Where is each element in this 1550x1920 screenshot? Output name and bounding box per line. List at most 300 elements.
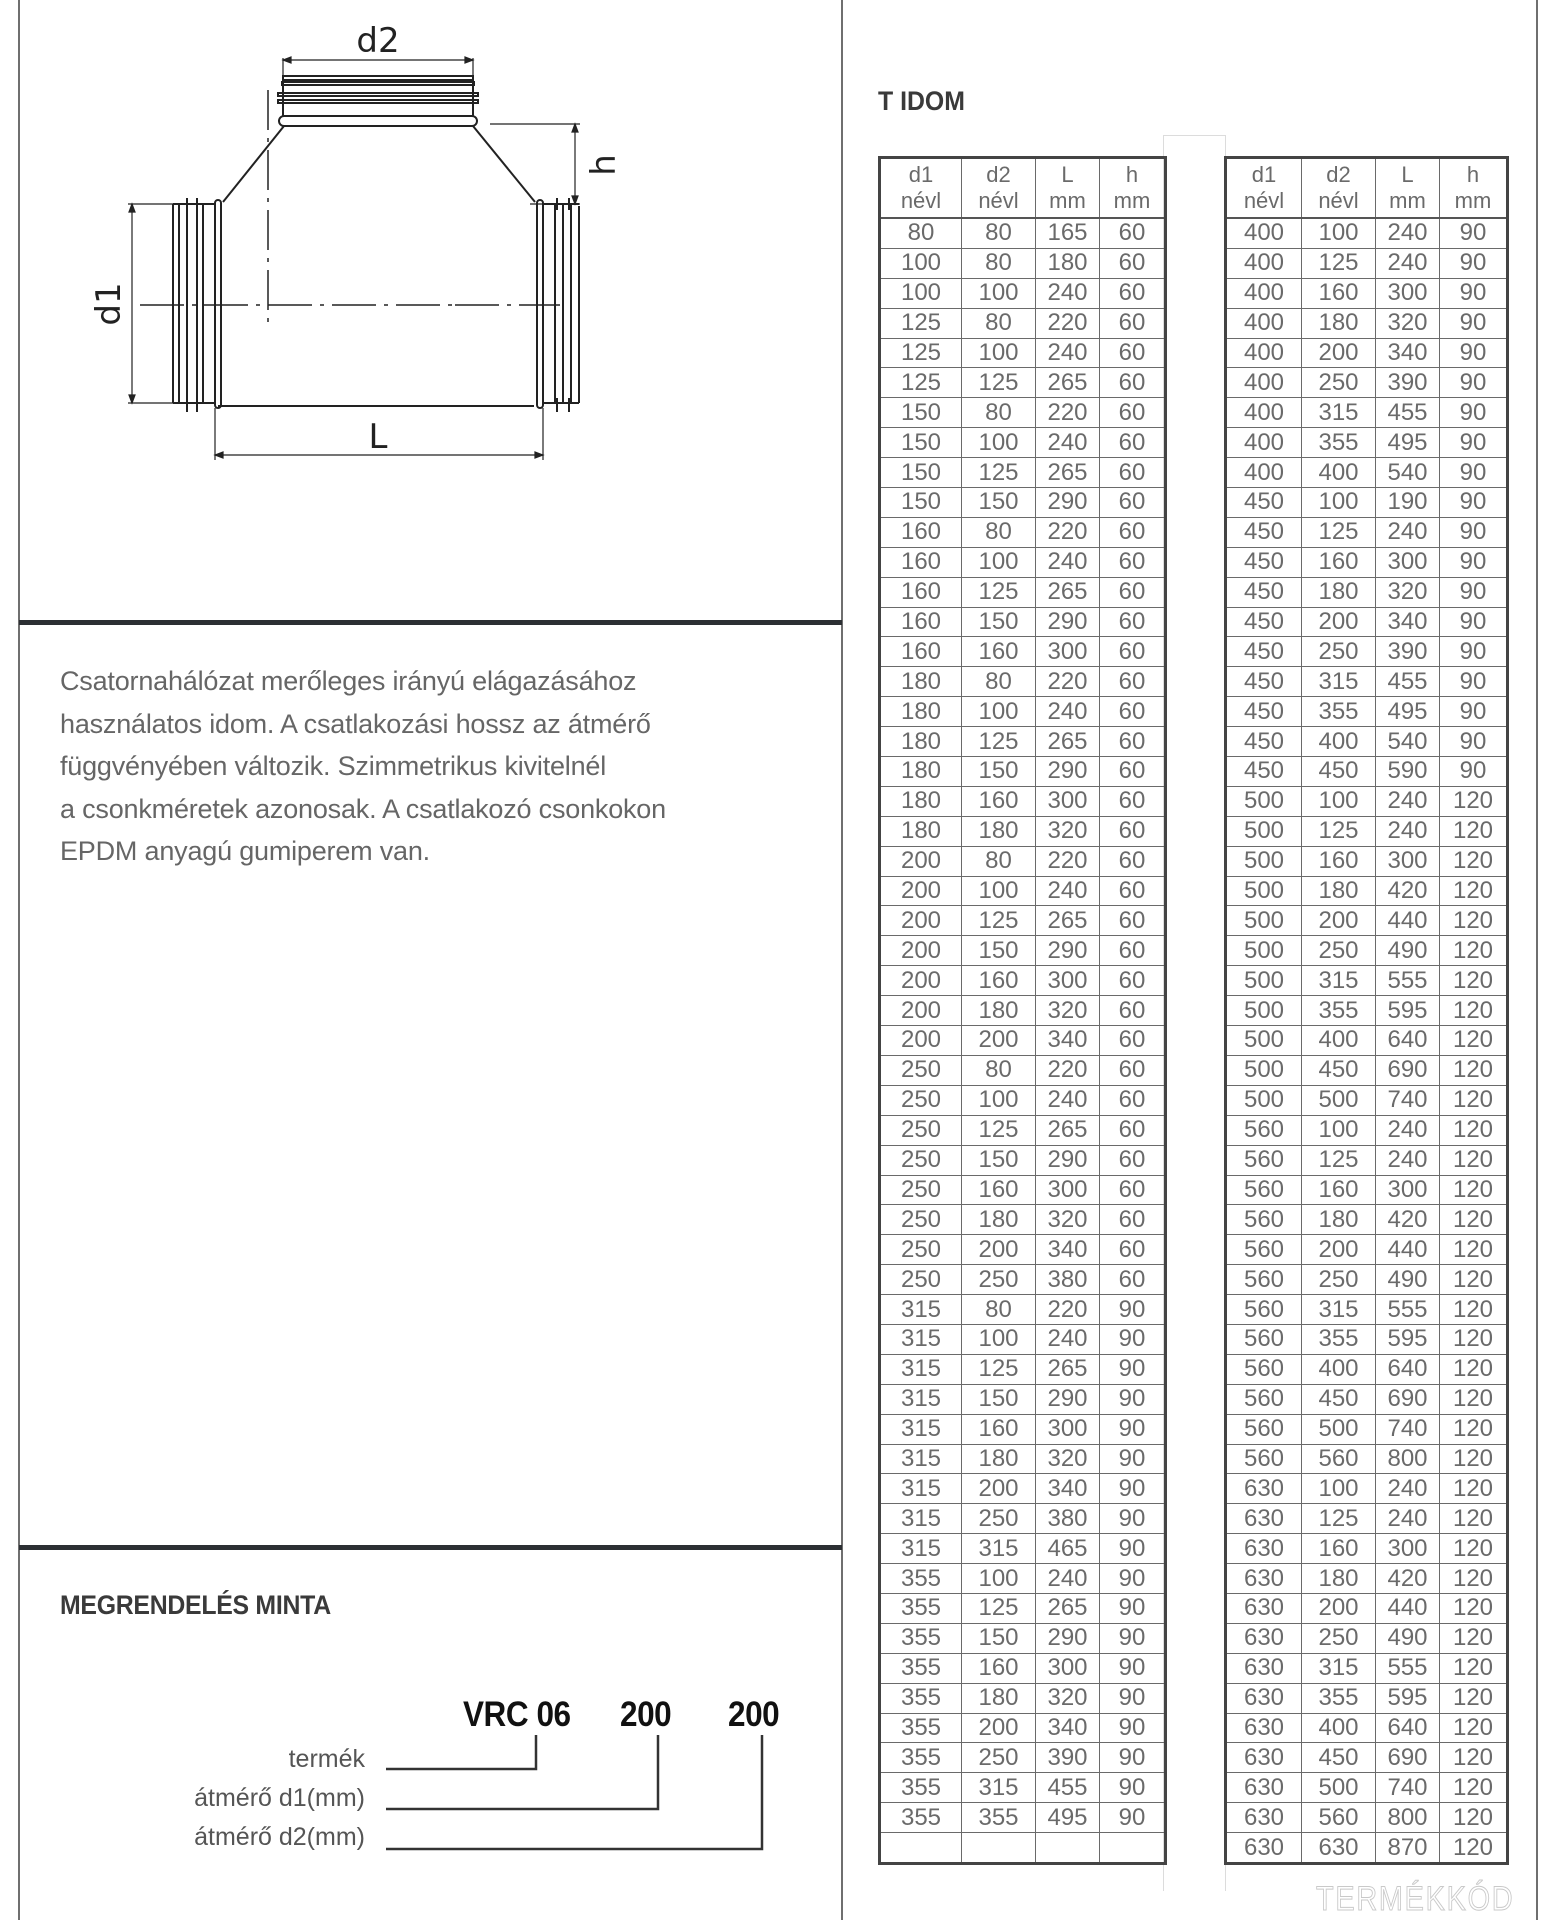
cell-d2: 200 xyxy=(962,1026,1036,1056)
cell-h: 60 xyxy=(1100,278,1166,308)
table-row xyxy=(1226,1026,1508,1056)
cell-l: 320 xyxy=(1376,308,1440,338)
cell-l: 495 xyxy=(1376,428,1440,458)
table-row xyxy=(1226,1653,1508,1683)
dimension-table-left xyxy=(878,156,1167,1865)
table-row xyxy=(1226,996,1508,1026)
cell-l: 240 xyxy=(1376,1145,1440,1175)
cell-d2: 315 xyxy=(1302,966,1376,996)
table-row xyxy=(880,637,1166,667)
cell-d1: 250 xyxy=(880,1145,962,1175)
cell-d2: 125 xyxy=(1302,1504,1376,1534)
cell-l: 390 xyxy=(1376,368,1440,398)
cell-l: 595 xyxy=(1376,1683,1440,1713)
cell-l: 220 xyxy=(1036,1295,1100,1325)
cell-d1: 200 xyxy=(880,906,962,936)
table-row xyxy=(880,1205,1166,1235)
table-row xyxy=(880,368,1166,398)
cell-h: 120 xyxy=(1440,1474,1508,1504)
cell-l: 340 xyxy=(1376,338,1440,368)
cell-d2: 150 xyxy=(962,936,1036,966)
t-fitting-drawing xyxy=(60,20,800,580)
cell-d1: 450 xyxy=(1226,577,1302,607)
table-row xyxy=(880,517,1166,547)
table-row xyxy=(880,1504,1166,1534)
cell-l: 440 xyxy=(1376,1593,1440,1623)
table-row xyxy=(1226,1354,1508,1384)
cell-l: 740 xyxy=(1376,1085,1440,1115)
table-row xyxy=(1226,966,1508,996)
description-line: EPDM anyagú gumiperem van. xyxy=(60,836,430,866)
top-collar-ring xyxy=(278,93,478,96)
table-row xyxy=(1226,398,1508,428)
cell-h: 90 xyxy=(1100,1683,1166,1713)
cell-d2: 100 xyxy=(962,547,1036,577)
cell-d1: 150 xyxy=(880,428,962,458)
cell-d2: 200 xyxy=(962,1235,1036,1265)
cell-d2: 180 xyxy=(962,816,1036,846)
cell-d2: 80 xyxy=(962,398,1036,428)
cell-d1: 500 xyxy=(1226,816,1302,846)
cell-d2: 160 xyxy=(962,1414,1036,1444)
cell-d2: 150 xyxy=(962,488,1036,518)
cell-h: 120 xyxy=(1440,996,1508,1026)
cell-d2: 315 xyxy=(1302,667,1376,697)
code-d1: 200 xyxy=(620,1695,672,1734)
cell-d2: 200 xyxy=(962,1713,1036,1743)
cell-d2: 160 xyxy=(962,637,1036,667)
cell-l: 380 xyxy=(1036,1504,1100,1534)
cell-d1: 200 xyxy=(880,996,962,1026)
cell-h: 60 xyxy=(1100,218,1166,248)
cell-l: 320 xyxy=(1036,1444,1100,1474)
cell-l: 740 xyxy=(1376,1414,1440,1444)
top-collar-ring xyxy=(283,76,473,80)
cell-l: 265 xyxy=(1036,1354,1100,1384)
cell-d1: 250 xyxy=(880,1265,962,1295)
cell-d1 xyxy=(880,1833,962,1864)
table-row xyxy=(880,1265,1166,1295)
cell-h: 60 xyxy=(1100,338,1166,368)
cell-h: 120 xyxy=(1440,1055,1508,1085)
cell-d1: 450 xyxy=(1226,517,1302,547)
cell-h: 120 xyxy=(1440,906,1508,936)
cell-l: 555 xyxy=(1376,966,1440,996)
cell-d2: 160 xyxy=(1302,846,1376,876)
table-row xyxy=(1226,428,1508,458)
cell-d1: 160 xyxy=(880,517,962,547)
cell-l: 640 xyxy=(1376,1713,1440,1743)
table-row xyxy=(880,1384,1166,1414)
description-line: Csatornahálózat merőleges irányú elágazásához xyxy=(60,666,637,696)
cell-d2: 160 xyxy=(962,1175,1036,1205)
table-row xyxy=(1226,1205,1508,1235)
table-row xyxy=(880,816,1166,846)
table-row xyxy=(880,1175,1166,1205)
cell-d1: 180 xyxy=(880,816,962,846)
cell-h: 120 xyxy=(1440,1444,1508,1474)
cell-d1: 400 xyxy=(1226,278,1302,308)
cell-h: 90 xyxy=(1100,1354,1166,1384)
cell-d1: 80 xyxy=(880,218,962,248)
cell-h: 120 xyxy=(1440,1833,1508,1864)
cell-d2: 100 xyxy=(962,428,1036,458)
cell-d1: 500 xyxy=(1226,1055,1302,1085)
table-row xyxy=(1226,1833,1508,1864)
table-row xyxy=(1226,846,1508,876)
cell-h: 120 xyxy=(1440,1653,1508,1683)
cell-h: 120 xyxy=(1440,846,1508,876)
table-row xyxy=(1226,1414,1508,1444)
cell-d2: 80 xyxy=(962,667,1036,697)
cell-l: 240 xyxy=(1036,1564,1100,1594)
cell-d1: 500 xyxy=(1226,936,1302,966)
cell-l: 390 xyxy=(1376,637,1440,667)
cell-d1: 450 xyxy=(1226,488,1302,518)
cell-d1: 315 xyxy=(880,1295,962,1325)
table-row xyxy=(1226,1534,1508,1564)
cell-h: 90 xyxy=(1100,1324,1166,1354)
cell-h: 60 xyxy=(1100,1085,1166,1115)
cell-d2: 125 xyxy=(1302,517,1376,547)
cell-l: 300 xyxy=(1036,1175,1100,1205)
cell-d1: 200 xyxy=(880,846,962,876)
cell-h: 60 xyxy=(1100,1145,1166,1175)
cell-h: 90 xyxy=(1100,1773,1166,1803)
cell-d1: 630 xyxy=(1226,1534,1302,1564)
cell-l: 240 xyxy=(1376,1474,1440,1504)
cell-l: 300 xyxy=(1036,786,1100,816)
cell-d2: 315 xyxy=(1302,1653,1376,1683)
table-row xyxy=(1226,1623,1508,1653)
cell-h: 90 xyxy=(1100,1623,1166,1653)
cell-h: 90 xyxy=(1100,1653,1166,1683)
cell-l: 290 xyxy=(1036,607,1100,637)
cell-d2: 450 xyxy=(1302,757,1376,787)
table-row xyxy=(880,1295,1166,1325)
cell-h: 120 xyxy=(1440,816,1508,846)
cell-d2: 200 xyxy=(1302,906,1376,936)
table-row xyxy=(1226,936,1508,966)
cell-d1: 250 xyxy=(880,1235,962,1265)
cell-d1: 560 xyxy=(1226,1414,1302,1444)
cell-l: 240 xyxy=(1036,876,1100,906)
table-row xyxy=(880,248,1166,278)
cell-l: 800 xyxy=(1376,1803,1440,1833)
cell-d2: 200 xyxy=(1302,1593,1376,1623)
table-row xyxy=(1226,1683,1508,1713)
d2-label: d2 xyxy=(356,21,400,61)
cell-d1: 560 xyxy=(1226,1205,1302,1235)
cell-d2: 500 xyxy=(1302,1085,1376,1115)
table-row xyxy=(1226,757,1508,787)
cell-d1: 150 xyxy=(880,398,962,428)
table-row xyxy=(880,1593,1166,1623)
cell-d1: 180 xyxy=(880,757,962,787)
cell-d2: 250 xyxy=(962,1504,1036,1534)
cell-d1: 100 xyxy=(880,248,962,278)
cell-h: 60 xyxy=(1100,248,1166,278)
cell-d2: 180 xyxy=(1302,1564,1376,1594)
description-line: használatos idom. A csatlakozási hossz az átmérő xyxy=(60,708,651,739)
label-product: termék xyxy=(288,1745,365,1773)
cell-h: 90 xyxy=(1440,607,1508,637)
table-row xyxy=(880,577,1166,607)
cell-d1: 630 xyxy=(1226,1833,1302,1864)
cell-d2: 80 xyxy=(962,218,1036,248)
cell-l: 290 xyxy=(1036,757,1100,787)
cell-d1: 400 xyxy=(1226,248,1302,278)
table-row xyxy=(880,1683,1166,1713)
cell-d1: 630 xyxy=(1226,1474,1302,1504)
h-label: h xyxy=(584,154,624,176)
cell-d1: 400 xyxy=(1226,338,1302,368)
cell-l: 290 xyxy=(1036,1384,1100,1414)
cell-h: 120 xyxy=(1440,1026,1508,1056)
top-collar-bead xyxy=(279,116,477,126)
leader-product xyxy=(386,1735,536,1769)
table-row xyxy=(1226,1384,1508,1414)
cell-l: 220 xyxy=(1036,667,1100,697)
table-row xyxy=(880,488,1166,518)
cell-d2: 125 xyxy=(1302,816,1376,846)
table-row xyxy=(1226,368,1508,398)
cell-l: 220 xyxy=(1036,846,1100,876)
cell-d1: 250 xyxy=(880,1205,962,1235)
cell-d1: 150 xyxy=(880,458,962,488)
table-row xyxy=(880,1833,1166,1864)
cell-h: 60 xyxy=(1100,458,1166,488)
table-gap xyxy=(1163,135,1226,1891)
cell-l: 240 xyxy=(1036,547,1100,577)
cell-d2: 125 xyxy=(1302,248,1376,278)
d1-extension-lines xyxy=(128,204,173,403)
cell-d1: 500 xyxy=(1226,996,1302,1026)
cell-d1: 630 xyxy=(1226,1593,1302,1623)
table-row xyxy=(880,876,1166,906)
cell-d2: 200 xyxy=(1302,1235,1376,1265)
cell-d1: 500 xyxy=(1226,846,1302,876)
cell-d1: 125 xyxy=(880,338,962,368)
cell-d1: 315 xyxy=(880,1324,962,1354)
cell-d2: 315 xyxy=(962,1534,1036,1564)
cell-h: 90 xyxy=(1440,667,1508,697)
cell-l: 380 xyxy=(1036,1265,1100,1295)
cell-l: 240 xyxy=(1376,218,1440,248)
cell-d2: 355 xyxy=(1302,428,1376,458)
cell-h: 90 xyxy=(1100,1593,1166,1623)
cell-d1: 450 xyxy=(1226,547,1302,577)
order-example-title: MEGRENDELÉS MINTA xyxy=(60,1590,331,1620)
table-row xyxy=(1226,1474,1508,1504)
table-row xyxy=(1226,1085,1508,1115)
table-row xyxy=(880,1773,1166,1803)
cell-d1: 450 xyxy=(1226,697,1302,727)
dimension-table-right xyxy=(1224,156,1509,1865)
cell-d2: 160 xyxy=(962,786,1036,816)
cell-d2: 400 xyxy=(1302,1713,1376,1743)
cell-l: 300 xyxy=(1376,1534,1440,1564)
cell-d1: 355 xyxy=(880,1683,962,1713)
table-row xyxy=(880,1713,1166,1743)
cell-d2: 160 xyxy=(962,966,1036,996)
cell-d2: 200 xyxy=(962,1474,1036,1504)
cell-d2: 80 xyxy=(962,248,1036,278)
cell-h: 90 xyxy=(1100,1743,1166,1773)
table-row xyxy=(880,1743,1166,1773)
cell-d2: 100 xyxy=(962,697,1036,727)
cell-l: 455 xyxy=(1376,398,1440,428)
cell-d2: 100 xyxy=(1302,1115,1376,1145)
cell-l: 495 xyxy=(1376,697,1440,727)
cell-d2: 250 xyxy=(1302,368,1376,398)
cell-h: 120 xyxy=(1440,966,1508,996)
cell-d2: 200 xyxy=(1302,607,1376,637)
table-row xyxy=(1226,1055,1508,1085)
cell-d2: 400 xyxy=(1302,727,1376,757)
header-d1: d1 névl xyxy=(1226,158,1302,219)
cell-d1: 500 xyxy=(1226,966,1302,996)
leader-d1 xyxy=(386,1735,658,1809)
table-row xyxy=(1226,1593,1508,1623)
cell-d1: 630 xyxy=(1226,1773,1302,1803)
cell-l: 240 xyxy=(1036,697,1100,727)
cell-h: 120 xyxy=(1440,1683,1508,1713)
cell-h: 60 xyxy=(1100,1205,1166,1235)
table-row xyxy=(1226,667,1508,697)
table-row xyxy=(1226,1295,1508,1325)
cell-l: 240 xyxy=(1036,1085,1100,1115)
cell-h: 120 xyxy=(1440,936,1508,966)
cell-h: 90 xyxy=(1100,1534,1166,1564)
cell-h: 90 xyxy=(1100,1803,1166,1833)
cell-h: 90 xyxy=(1100,1384,1166,1414)
cell-h: 60 xyxy=(1100,786,1166,816)
cell-d2: 200 xyxy=(1302,338,1376,368)
cell-d1: 630 xyxy=(1226,1803,1302,1833)
cell-d1: 355 xyxy=(880,1623,962,1653)
cell-d2: 180 xyxy=(1302,876,1376,906)
cell-h: 120 xyxy=(1440,1534,1508,1564)
table-row xyxy=(1226,488,1508,518)
cone-left-edge xyxy=(223,126,284,202)
table-row xyxy=(1226,786,1508,816)
cell-h: 90 xyxy=(1440,278,1508,308)
cell-d1: 560 xyxy=(1226,1115,1302,1145)
cell-d2: 180 xyxy=(1302,1205,1376,1235)
cell-h: 90 xyxy=(1440,368,1508,398)
cell-d2: 180 xyxy=(962,1444,1036,1474)
table-row xyxy=(1226,458,1508,488)
cell-d1: 180 xyxy=(880,786,962,816)
cell-l: 220 xyxy=(1036,398,1100,428)
cell-d2: 125 xyxy=(1302,1145,1376,1175)
table-row xyxy=(1226,1175,1508,1205)
cell-d2: 100 xyxy=(962,338,1036,368)
cell-l: 300 xyxy=(1036,1653,1100,1683)
cell-h: 90 xyxy=(1100,1713,1166,1743)
cell-d1: 560 xyxy=(1226,1354,1302,1384)
left-stub-bead xyxy=(215,200,221,408)
cell-d2: 180 xyxy=(962,1205,1036,1235)
cell-h: 120 xyxy=(1440,1803,1508,1833)
cell-l: 420 xyxy=(1376,1564,1440,1594)
cell-h: 60 xyxy=(1100,1265,1166,1295)
cell-d1: 560 xyxy=(1226,1324,1302,1354)
cell-h: 60 xyxy=(1100,816,1166,846)
cell-l: 300 xyxy=(1376,846,1440,876)
cell-d1: 160 xyxy=(880,577,962,607)
header-h: h mm xyxy=(1100,158,1166,219)
table-row xyxy=(880,218,1166,248)
cell-h: 120 xyxy=(1440,1085,1508,1115)
cell-d2: 125 xyxy=(962,1593,1036,1623)
cell-d1: 125 xyxy=(880,368,962,398)
table-row xyxy=(880,906,1166,936)
cell-d1: 355 xyxy=(880,1773,962,1803)
cell-d2: 400 xyxy=(1302,1026,1376,1056)
cell-d1: 500 xyxy=(1226,786,1302,816)
table-row xyxy=(880,757,1166,787)
cell-h: 60 xyxy=(1100,607,1166,637)
cell-l: 590 xyxy=(1376,757,1440,787)
section-divider-bottom xyxy=(19,1545,842,1550)
cell-h: 120 xyxy=(1440,1414,1508,1444)
table-row xyxy=(1226,1145,1508,1175)
cell-d1: 150 xyxy=(880,488,962,518)
table-row xyxy=(1226,338,1508,368)
cell-d2: 180 xyxy=(962,1683,1036,1713)
table-row xyxy=(880,1564,1166,1594)
cell-d2: 100 xyxy=(1302,488,1376,518)
cell-d1: 630 xyxy=(1226,1653,1302,1683)
table-row xyxy=(1226,1803,1508,1833)
cell-l: 240 xyxy=(1036,1324,1100,1354)
cell-d2: 560 xyxy=(1302,1803,1376,1833)
cell-l: 240 xyxy=(1376,1115,1440,1145)
cell-l: 240 xyxy=(1036,428,1100,458)
cell-h: 90 xyxy=(1440,697,1508,727)
cell-d1: 560 xyxy=(1226,1145,1302,1175)
cell-d1: 400 xyxy=(1226,218,1302,248)
cell-d1: 315 xyxy=(880,1504,962,1534)
top-collar-ring xyxy=(278,100,478,103)
cell-h: 60 xyxy=(1100,1026,1166,1056)
section-divider-top xyxy=(19,620,842,625)
cell-l: 540 xyxy=(1376,727,1440,757)
cell-d2: 125 xyxy=(962,906,1036,936)
cell-l: 300 xyxy=(1036,1414,1100,1444)
cell-l: 290 xyxy=(1036,1623,1100,1653)
code-product: VRC 06 xyxy=(463,1695,571,1734)
cell-l: 540 xyxy=(1376,458,1440,488)
cell-d2: 150 xyxy=(962,607,1036,637)
cell-h: 90 xyxy=(1100,1295,1166,1325)
cell-l: 440 xyxy=(1376,906,1440,936)
cell-d2: 250 xyxy=(1302,1265,1376,1295)
cell-d1: 315 xyxy=(880,1384,962,1414)
table-row xyxy=(1226,308,1508,338)
table-row xyxy=(1226,816,1508,846)
table-row xyxy=(880,1055,1166,1085)
table-row xyxy=(880,398,1166,428)
table-row xyxy=(1226,547,1508,577)
cell-h: 120 xyxy=(1440,1593,1508,1623)
cell-d2: 400 xyxy=(1302,1354,1376,1384)
table-row xyxy=(880,1115,1166,1145)
cell-l: 165 xyxy=(1036,218,1100,248)
left-stub-rings xyxy=(173,204,203,403)
